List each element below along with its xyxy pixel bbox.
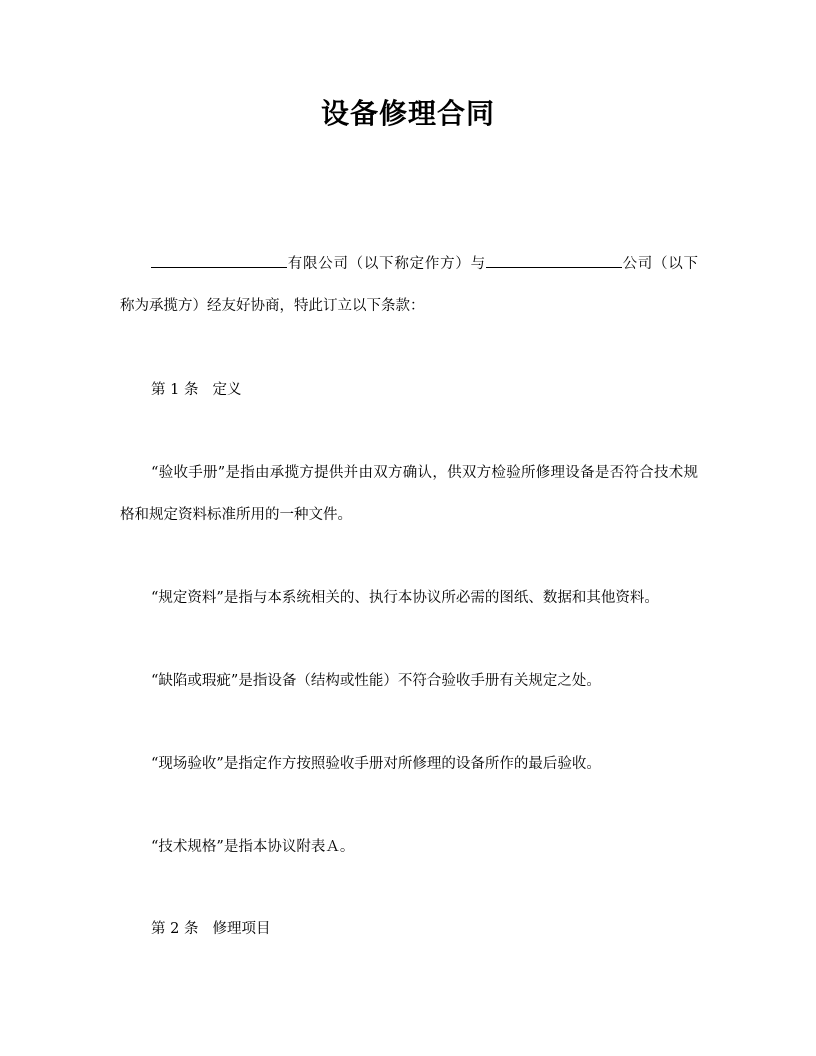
definition-technical-specs: “技术规格”是指本协议附表Ａ。 <box>151 839 355 855</box>
intro-paragraph <box>120 243 698 327</box>
article-1-heading <box>120 369 698 411</box>
article-2-number: 第 2 条 <box>151 921 199 937</box>
definition-site-acceptance: “现场验收”是指定作方按照验收手册对所修理的设备所作的最后验收。 <box>151 756 601 772</box>
document-title: 设备修理合同 <box>320 97 495 130</box>
article-2-heading <box>120 908 698 950</box>
article-1-number: 第 1 条 <box>151 382 199 398</box>
definition-acceptance-manual: “验收手册”是指由承揽方提供并由双方确认，供双方检验所修理设备是否符合技术规格和规定资料标准所用的一种文件。 <box>120 465 698 523</box>
article-1-name: 定义 <box>212 382 242 398</box>
article-2-name: 修理项目 <box>212 921 271 937</box>
definition-specified-materials: “规定资料”是指与本系统相关的、执行本协议所必需的图纸、数据和其他资料。 <box>151 590 659 606</box>
party-b-blank-line <box>486 252 622 268</box>
party-a-blank-line <box>151 252 287 268</box>
intro-text-1: 有限公司（以下称定作方）与 <box>287 256 486 272</box>
definition-defect: “缺陷或瑕疵”是指设备（结构或性能）不符合验收手册有关规定之处。 <box>151 673 601 689</box>
intro-text-2: 公司（以下称为承揽方）经友好协商，特此订立以下条款： <box>120 256 699 314</box>
